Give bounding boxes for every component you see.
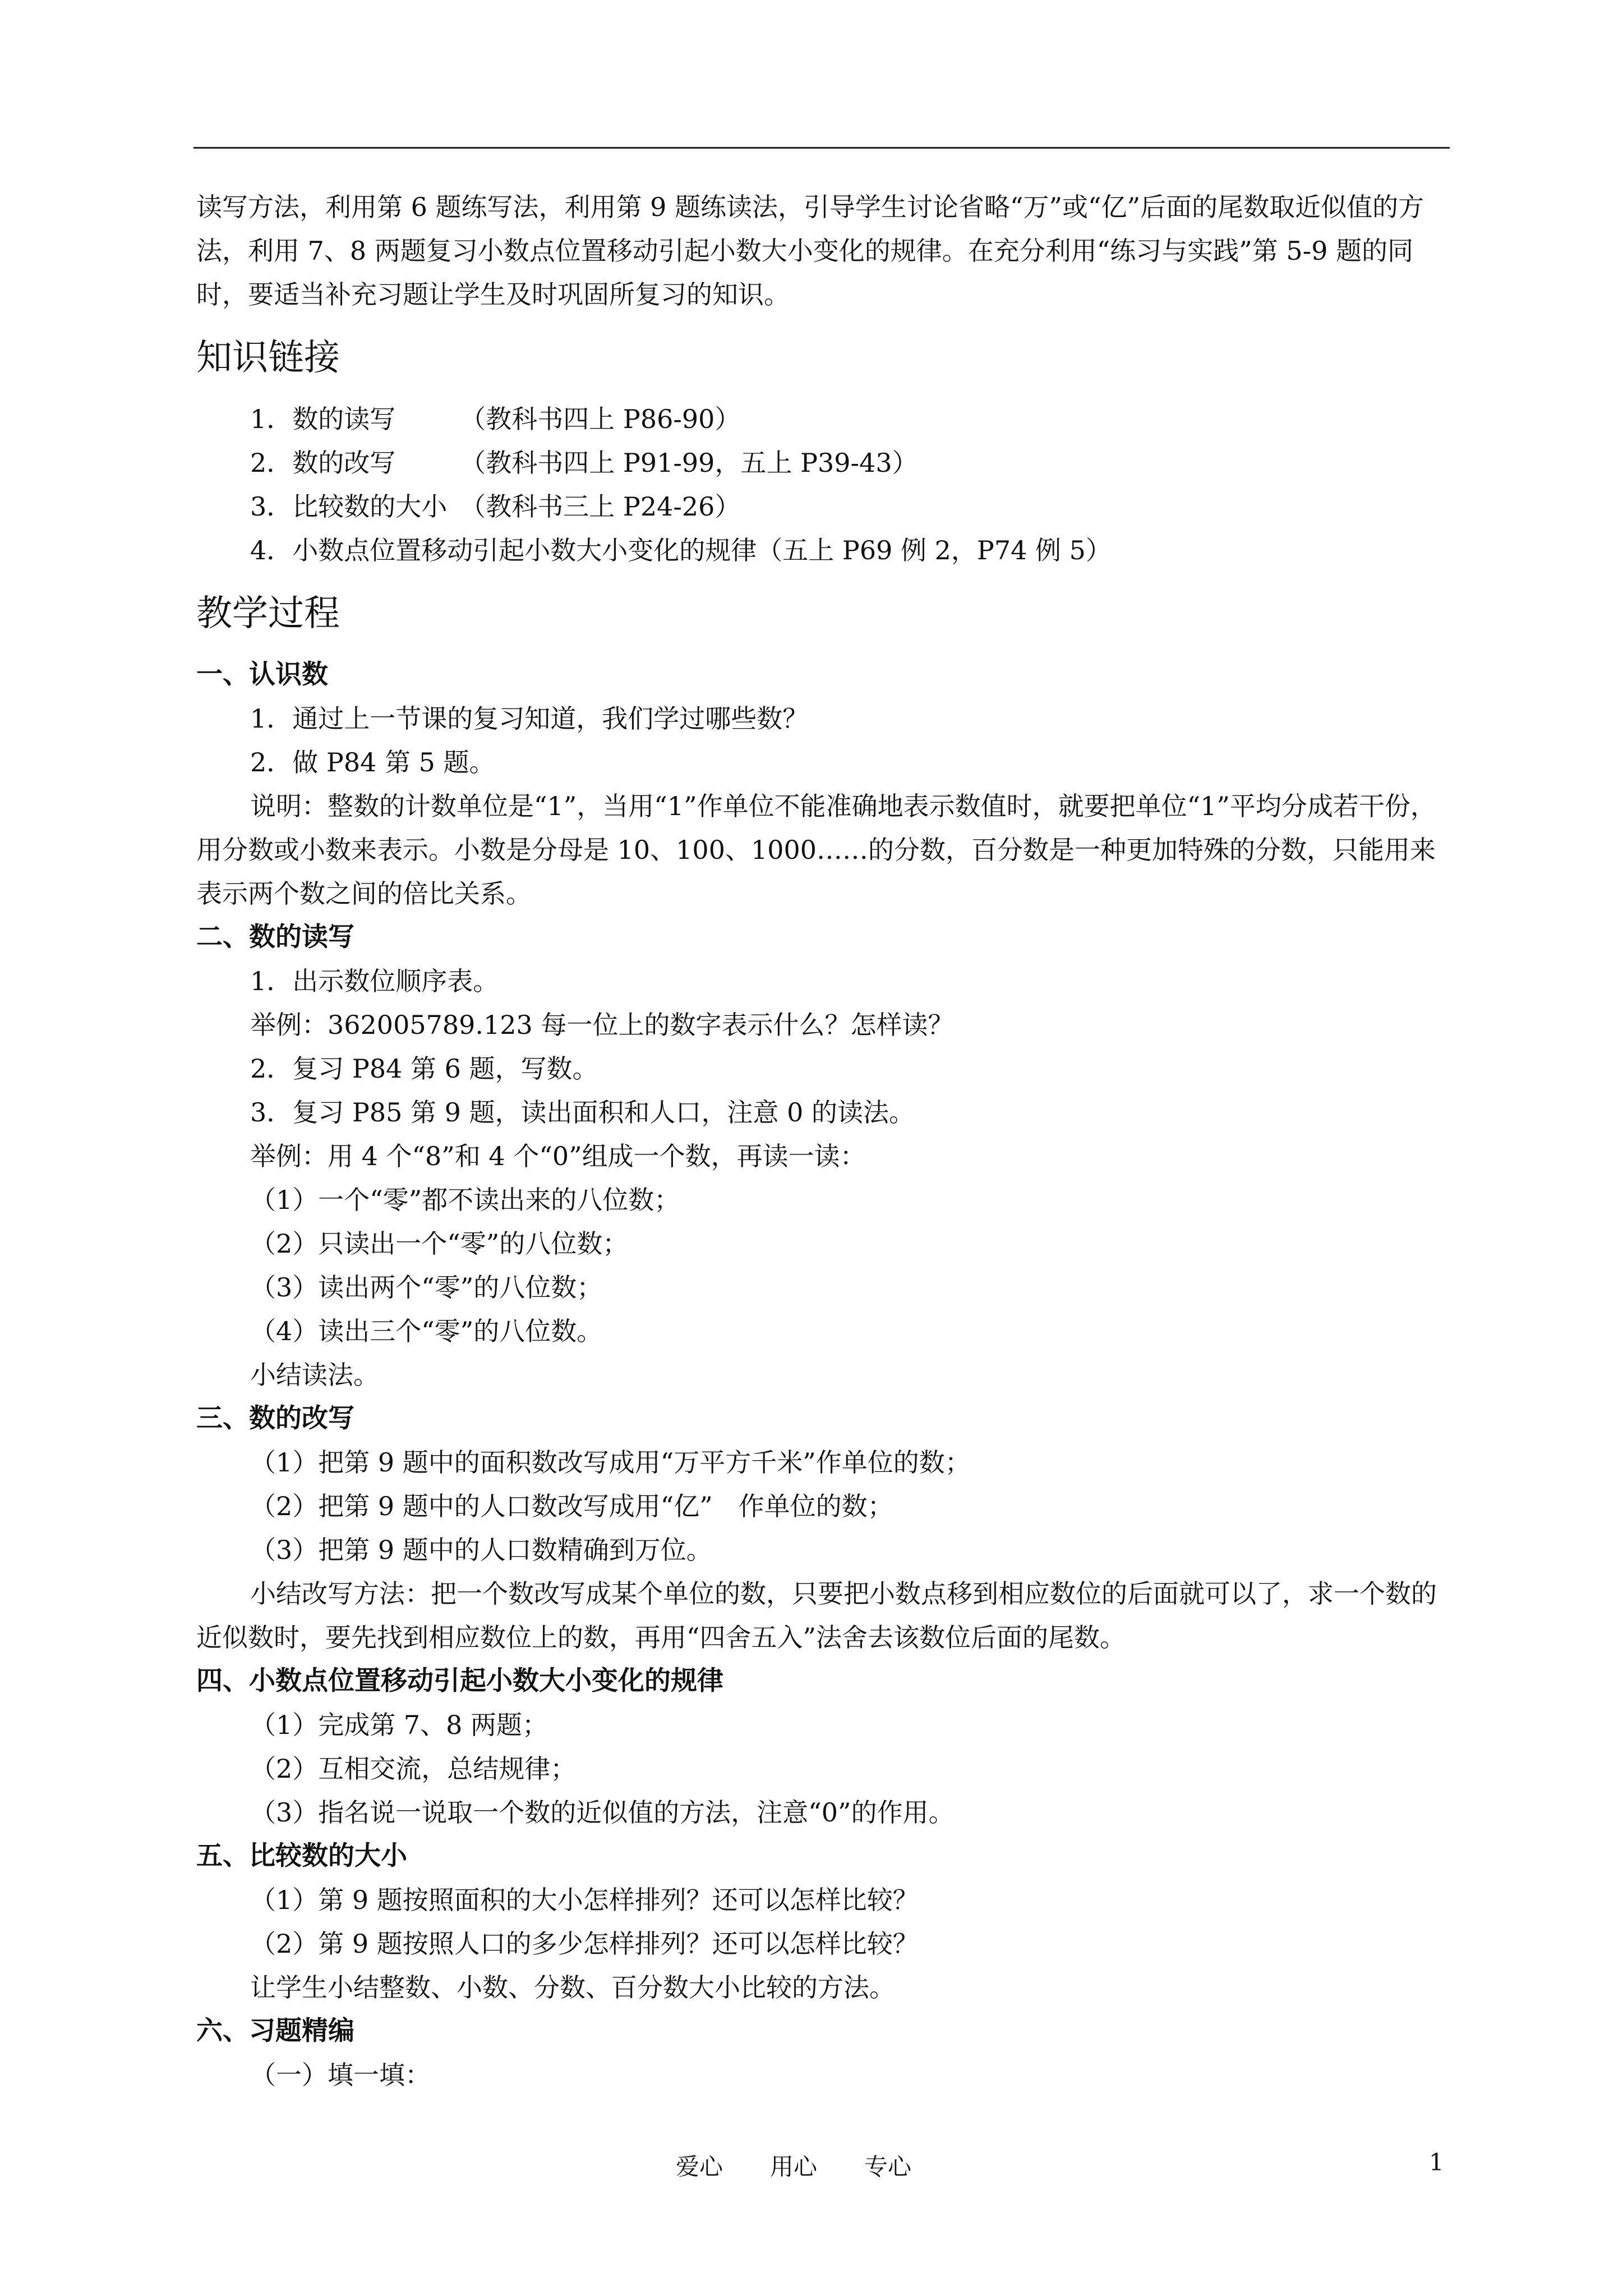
sub-item: （一）填一填： (250, 2060, 431, 2090)
document-body (196, 185, 1447, 2097)
knowledge-heading: 知识链接 (196, 337, 340, 379)
section-summary: 小结读法。 (250, 1360, 379, 1390)
sub-item: （1）一个“零”都不读出来的八位数； (250, 1185, 680, 1215)
section-line: 1．出示数位顺序表。 (250, 966, 499, 996)
section-heading: 三、数的改写 (196, 1403, 354, 1434)
section-heading: 六、习题精编 (196, 2016, 354, 2046)
process-heading: 教学过程 (196, 593, 340, 634)
sub-item: （1）完成第 7、8 两题； (250, 1710, 548, 1740)
sub-item: （1）把第 9 题中的面积数改写成用“万平方千米”作单位的数； (250, 1447, 971, 1478)
section-summary: 让学生小结整数、小数、分数、百分数大小比较的方法。 (250, 1972, 895, 2003)
sub-item: （1）第 9 题按照面积的大小怎样排列？还可以怎样比较？ (250, 1885, 919, 1915)
sub-item: （3）读出两个“零”的八位数； (250, 1272, 603, 1303)
footer-motto: 爱心 用心 专心 (676, 2153, 912, 2180)
section-line: 1．通过上一节课的复习知道，我们学过哪些数？ (250, 703, 809, 734)
section-summary: 小结改写方法：把一个数改写成某个单位的数，只要把小数点移到相应数位的后面就可以了，求一个数的近似数时，要先找到相应数位上的数，再用“四舍五入”法舍去该数位后面的尾数。 (196, 1579, 1437, 1653)
section-line: 2．复习 P84 第 6 题，写数。 (250, 1053, 598, 1084)
knowledge-item: 1．数的读写 （教科书四上 P86-90） (250, 404, 741, 434)
sub-item: （2）第 9 题按照人口的多少怎样排列？还可以怎样比较？ (250, 1929, 919, 1959)
sub-item: （2）只读出一个“零”的八位数； (250, 1228, 629, 1259)
sub-item: （4）读出三个“零”的八位数。 (250, 1316, 603, 1346)
section-note: 说明：整数的计数单位是“1”，当用“1”作单位不能准确地表示数值时，就要把单位“1”平均分成若干份，用分数或小数来表示。小数是分母是 10、100、1000……的分数，百分数是一种更加特殊的分数，只能用来表示两个数之间的倍比关系。 (196, 791, 1436, 909)
knowledge-item: 3．比较数的大小 （教科书三上 P24-26） (250, 491, 741, 522)
section-heading: 二、数的读写 (196, 922, 354, 953)
section-heading: 五、比较数的大小 (196, 1841, 407, 1871)
header-rule (193, 147, 1450, 149)
sub-item: （3）指名说一说取一个数的近似值的方法，注意“0”的作用。 (250, 1797, 955, 1828)
section-heading: 一、认识数 (196, 659, 328, 690)
sub-item: （2）互相交流，总结规律； (250, 1754, 577, 1784)
sub-item: （3）把第 9 题中的人口数精确到万位。 (250, 1535, 712, 1565)
section-line: 举例：362005789.123 每一位上的数字表示什么？怎样读？ (250, 1010, 954, 1040)
sub-item: （2）把第 9 题中的人口数改写成用“亿” 作单位的数； (250, 1491, 893, 1521)
page-number: 1 (1429, 2148, 1444, 2176)
intro-paragraph: 读写方法，利用第 6 题练写法，利用第 9 题练读法，引导学生讨论省略“万”或“亿”后面的尾数取近似值的方法，利用 7、8 两题复习小数点位置移动引起小数大小变化的规律。在充分利用“练习与实践”第 5-9 题的同时，要适当补充习题让学生及时巩固所复习的知识。 (196, 192, 1424, 310)
knowledge-item: 4．小数点位置移动引起小数大小变化的规律（五上 P69 例 2，P74 例 5） (250, 535, 1112, 565)
knowledge-item: 2．数的改写 （教科书四上 P91-99，五上 P39-43） (250, 448, 918, 478)
section-heading: 四、小数点位置移动引起小数大小变化的规律 (196, 1665, 723, 1696)
section-line: 2．做 P84 第 5 题。 (250, 747, 495, 777)
section-line: 举例：用 4 个“8”和 4 个“0”组成一个数，再读一读： (250, 1141, 866, 1171)
section-line: 3．复习 P85 第 9 题，读出面积和人口，注意 0 的读法。 (250, 1097, 915, 1128)
